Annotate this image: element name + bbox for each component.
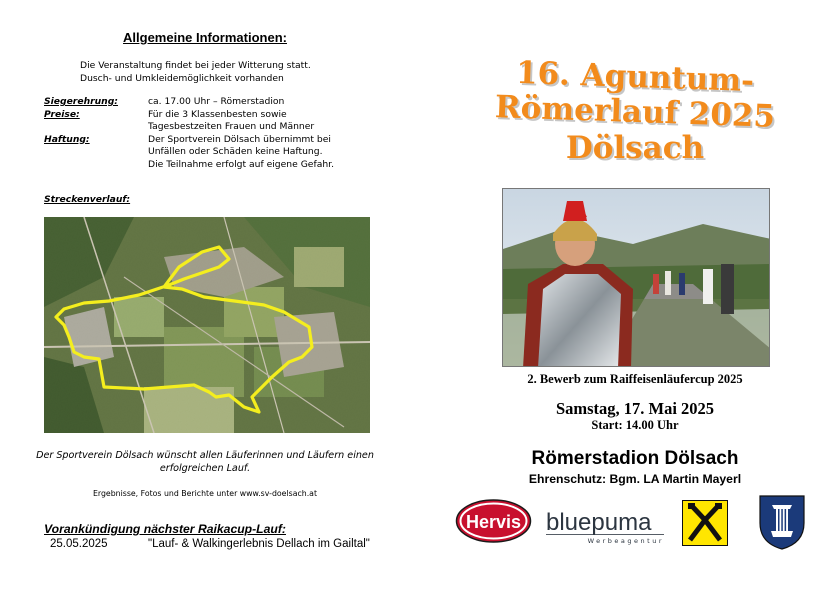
haftung-label: Haftung: xyxy=(44,133,90,145)
event-patron: Ehrenschutz: Bgm. LA Martin Mayerl xyxy=(528,472,742,486)
next-race-date: 25.05.2025 xyxy=(50,538,108,550)
municipal-crest xyxy=(757,493,807,551)
results-note: Ergebnisse, Fotos und Berichte unter www.sv-doelsach.at xyxy=(92,489,318,498)
haftung-line: Die Teilnahme erfolgt auf eigene Gefahr. xyxy=(148,158,335,170)
siegerehrung-value: ca. 17.00 Uhr – Römerstadion xyxy=(148,96,285,107)
cup-text: 2. Bewerb zum Raiffeisenläufercup 2025 xyxy=(527,372,743,386)
intro-line-2: Dusch- und Umkleidemöglichkeit vorhanden xyxy=(80,72,284,84)
event-venue: Römerstadion Dölsach xyxy=(531,448,739,469)
event-title-line-2: Römerlauf 2025 xyxy=(494,89,776,135)
info-heading: Allgemeine Informationen: xyxy=(123,30,287,45)
svg-text:bluepuma: bluepuma xyxy=(546,509,652,536)
next-race-heading: Vorankündigung nächster Raikacup-Lauf: xyxy=(44,522,286,536)
preise-value xyxy=(148,109,404,134)
event-start: Start: 14.00 Uhr xyxy=(591,418,679,432)
haftung-value xyxy=(148,134,404,172)
bluepuma-logo xyxy=(546,506,666,546)
next-race-title: "Lauf- & Walkingerlebnis Dellach im Gailtal" xyxy=(148,538,370,550)
roman-runner-photo xyxy=(502,188,770,367)
preise-line: Für die 3 Klassenbesten sowie xyxy=(148,108,287,120)
aerial-map-image xyxy=(44,217,370,433)
hervis-logo xyxy=(455,498,532,544)
intro-text xyxy=(80,60,400,85)
route-label: Streckenverlauf: xyxy=(44,194,131,205)
event-date: Samstag, 17. Mai 2025 xyxy=(555,399,715,418)
event-title-line-1: 16. Aguntum- xyxy=(515,54,755,100)
raiffeisen-logo xyxy=(682,500,728,546)
route-map xyxy=(44,217,370,433)
svg-text:Werbeagentur: Werbeagentur xyxy=(587,537,664,545)
preise-line: Tagesbestzeiten Frauen und Männer xyxy=(148,121,315,132)
haftung-line: Der Sportverein Dölsach übernimmt bei xyxy=(148,133,331,145)
event-title-line-3: Dölsach xyxy=(565,130,705,166)
siegerehrung-label: Siegerehrung: xyxy=(44,96,118,107)
intro-line-1: Die Veranstaltung findet bei jeder Witterung statt. xyxy=(80,60,311,71)
haftung-line: Unfällen oder Schäden keine Haftung. xyxy=(148,146,323,157)
photo-image xyxy=(503,189,770,367)
wish-text xyxy=(20,449,390,475)
event-title xyxy=(445,54,825,166)
wish-line: erfolgreichen Lauf. xyxy=(159,463,251,474)
svg-text:Hervis: Hervis xyxy=(465,512,522,532)
preise-label: Preise: xyxy=(44,108,80,120)
wish-line: Der Sportverein Dölsach wünscht allen Läuferinnen und Läufern einen xyxy=(36,450,374,461)
